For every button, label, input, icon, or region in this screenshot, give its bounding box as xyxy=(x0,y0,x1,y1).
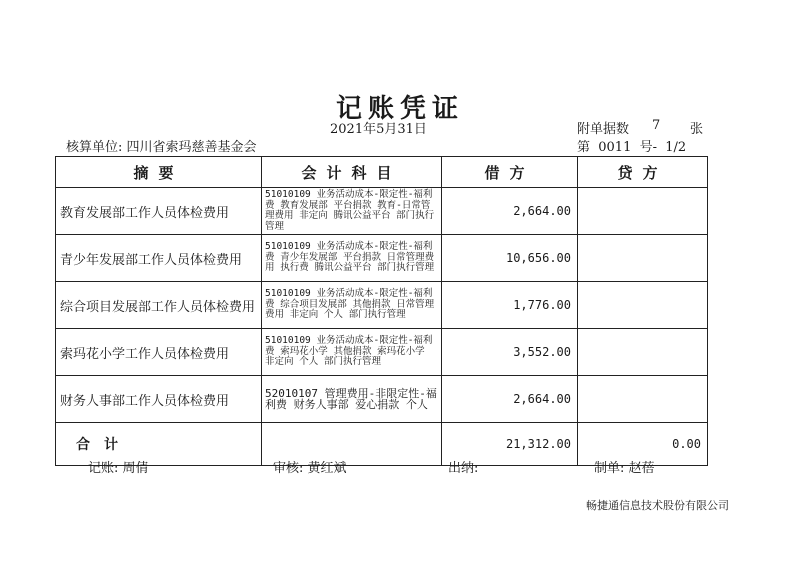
entry-account: 51010109 业务活动成本-限定性-福利费 青少年发展部 平台捐款 日常管理费用 执行费 腾讯公益平台 部门执行管理 xyxy=(262,235,442,282)
table-row xyxy=(56,376,708,423)
table-header-row xyxy=(56,157,708,188)
attachments-label: 附单据数 xyxy=(577,122,630,137)
entry-debit: 2,664.00 xyxy=(442,188,578,235)
entry-summary: 财务人事部工作人员体检费用 xyxy=(56,376,262,423)
entry-debit: 3,552.00 xyxy=(442,329,578,376)
entry-credit xyxy=(578,376,708,423)
voucher-date: 2021年5月31日 xyxy=(330,122,427,137)
total-label: 合计 xyxy=(56,423,262,466)
entry-account: 51010109 业务活动成本-限定性-福利费 教育发展部 平台捐款 教育-日常管理费用 非定向 腾讯公益平台 部门执行管理 xyxy=(262,188,442,235)
entry-account: 52010107 管理费用-非限定性-福利费 财务人事部 爱心捐款 个人 xyxy=(262,376,442,423)
debit-header: 借方 xyxy=(442,157,578,188)
account-header: 会计科目 xyxy=(262,157,442,188)
entry-summary: 青少年发展部工作人员体检费用 xyxy=(56,235,262,282)
software-company: 畅捷通信息技术股份有限公司 xyxy=(586,499,729,512)
entry-credit xyxy=(578,235,708,282)
entry-account: 51010109 业务活动成本-限定性-福利费 综合项目发展部 其他捐款 日常管理费用 非定向 个人 部门执行管理 xyxy=(262,282,442,329)
table-row xyxy=(56,235,708,282)
table-row xyxy=(56,282,708,329)
entry-credit xyxy=(578,188,708,235)
credit-header: 贷方 xyxy=(578,157,708,188)
table-row xyxy=(56,188,708,235)
accounting-unit: 核算单位: 四川省索玛慈善基金会 xyxy=(66,140,257,155)
table-row xyxy=(56,329,708,376)
entry-debit: 10,656.00 xyxy=(442,235,578,282)
entry-debit: 1,776.00 xyxy=(442,282,578,329)
voucher-table xyxy=(55,156,708,466)
voucher-title: 记账凭证 xyxy=(335,94,464,124)
total-credit: 0.00 xyxy=(578,423,708,466)
entry-summary: 教育发展部工作人员体检费用 xyxy=(56,188,262,235)
cashier: 出纳: xyxy=(448,461,479,476)
preparer: 制单: 赵蓓 xyxy=(594,461,655,476)
bookkeeper: 记账: 周倩 xyxy=(88,461,149,476)
attachments-unit: 张 xyxy=(690,122,704,137)
entry-summary: 索玛花小学工作人员体检费用 xyxy=(56,329,262,376)
entry-summary: 综合项目发展部工作人员体检费用 xyxy=(56,282,262,329)
voucher-number: 第 0011 号- 1/2 xyxy=(577,140,687,155)
summary-header: 摘要 xyxy=(56,157,262,188)
entry-credit xyxy=(578,282,708,329)
entry-account: 51010109 业务活动成本-限定性-福利费 索玛花小学 其他捐款 索玛花小学 非定向 个人 部门执行管理 xyxy=(262,329,442,376)
total-debit: 21,312.00 xyxy=(442,423,578,466)
entry-debit: 2,664.00 xyxy=(442,376,578,423)
attachments-count: 7 xyxy=(652,118,661,133)
entry-credit xyxy=(578,329,708,376)
reviewer: 审核: 黄红斌 xyxy=(273,461,347,476)
